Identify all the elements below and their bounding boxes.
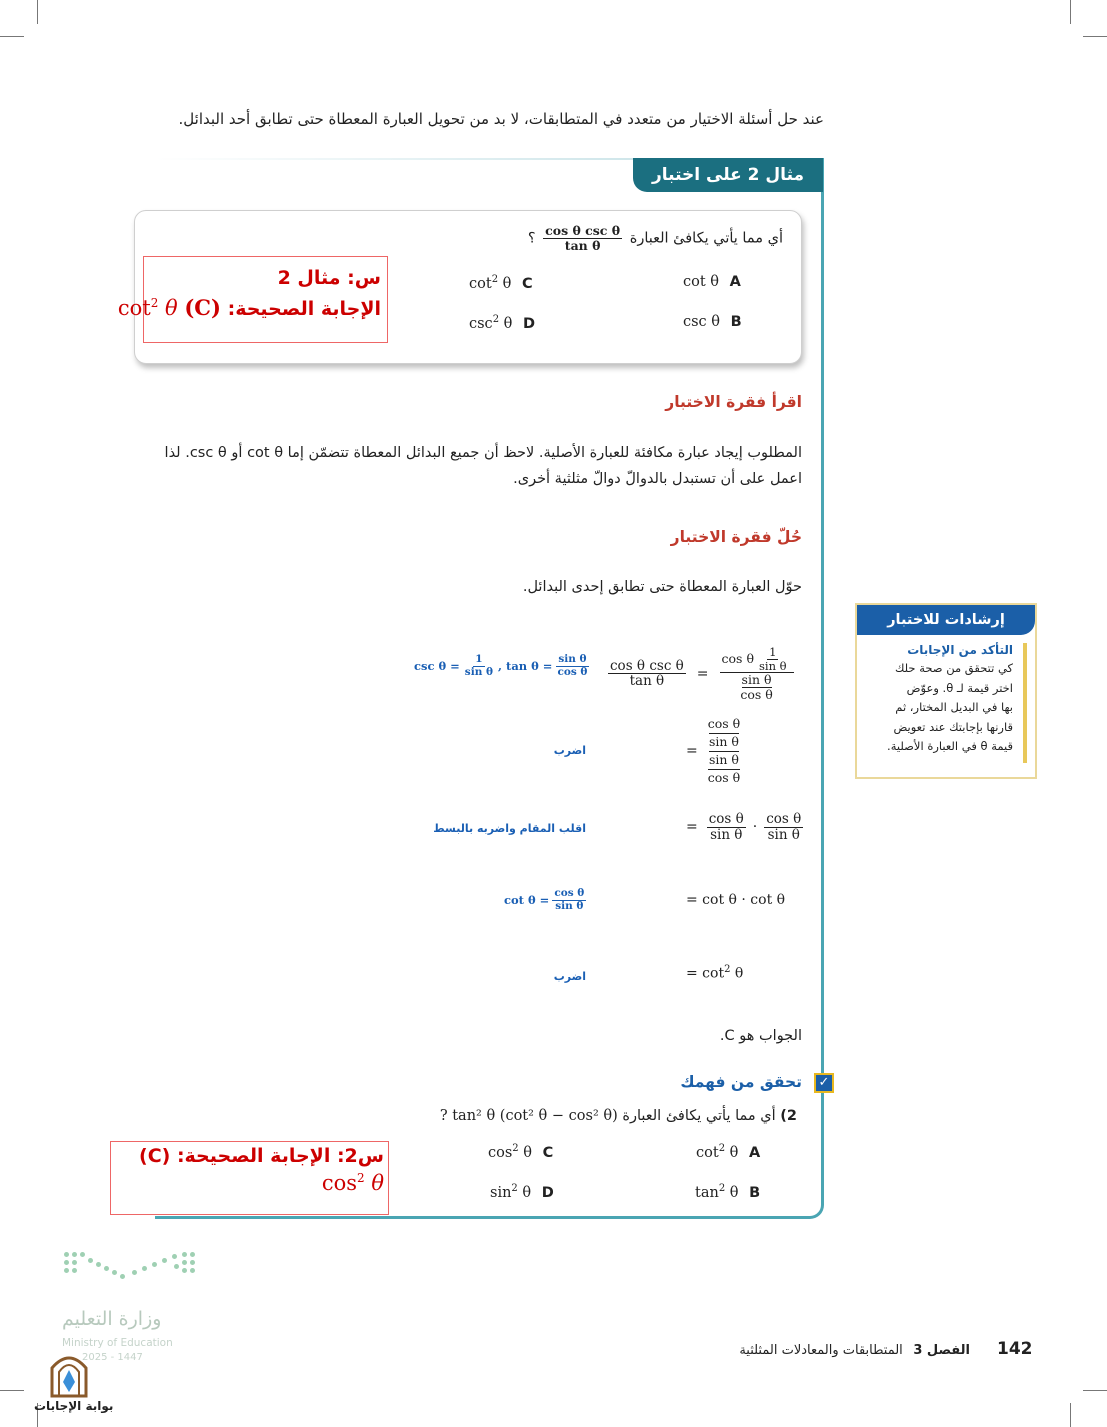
solve-paragraph: حوّل العبارة المعطاة حتى تطابق إحدى البدائل. bbox=[522, 579, 802, 595]
ministry-logo-dots bbox=[62, 1248, 202, 1288]
check-heading: تحقق من فهمك bbox=[680, 1073, 802, 1091]
question-2 bbox=[440, 1108, 797, 1124]
answer-2-line1: س2: الإجابة الصحيحة: (C) bbox=[139, 1145, 384, 1167]
sidebar-accent-bar bbox=[1023, 643, 1027, 763]
answer-box-2 bbox=[110, 1141, 389, 1215]
read-heading: اقرأ فقرة الاختبار bbox=[665, 393, 802, 411]
answer-1-line2: الإجابة الصحيحة: $\cot^2 \theta$ (C) bbox=[117, 295, 381, 320]
q2-option-c[interactable]: $\cos^2 \theta$ C bbox=[488, 1143, 554, 1161]
note-1: csc θ = $\frac{1}{\text{sin θ}}$ , tan θ = $\frac{\text{sin θ}}{\text{cos θ}}$ bbox=[414, 653, 588, 678]
question-2-expr: ? tan² θ (cot² θ − cos² θ) bbox=[439, 1108, 618, 1124]
q2-option-d[interactable]: $\sin^2 \theta$ D bbox=[490, 1183, 554, 1201]
note-3: اقلب المقام واضربه بالبسط bbox=[433, 822, 586, 835]
crop-mark bbox=[0, 1390, 24, 1391]
chapter-title: المتطابقات والمعادلات المثلثية bbox=[739, 1343, 903, 1358]
ministry-arabic: وزارة التعليم bbox=[62, 1308, 162, 1330]
solve-heading: حُلّ فقرة الاختبار bbox=[670, 528, 802, 546]
sidebar-title: إرشادات للاختبار bbox=[857, 605, 1035, 635]
note-2: اضرب bbox=[553, 744, 586, 757]
portal-name: بوابة الإجابات bbox=[34, 1399, 114, 1413]
fraction-denominator: tan θ bbox=[564, 237, 601, 253]
option-b[interactable]: csc θ B bbox=[683, 314, 742, 330]
step-4: = cot θ · cot θ bbox=[686, 892, 786, 908]
page-number: 142 bbox=[997, 1339, 1033, 1359]
portal-logo-icon bbox=[48, 1350, 90, 1398]
step-1: $\frac{\text{cos θ csc θ}}{\text{tan θ}}$ = cos θ $\frac{1}{\text{sin θ}}$ sin θ cos θ bbox=[605, 646, 797, 702]
crop-mark bbox=[1083, 1390, 1107, 1391]
crop-mark bbox=[1083, 36, 1107, 37]
question-fraction bbox=[543, 224, 622, 253]
answer-2-line2: $\cos^2 \theta$ bbox=[321, 1171, 384, 1195]
q2-option-b[interactable]: $\tan^2 \theta$ B bbox=[695, 1183, 761, 1201]
note-5: اضرب bbox=[553, 970, 586, 983]
ministry-year: 2025 - 1447 bbox=[82, 1352, 143, 1363]
q2-option-a[interactable]: $\cot^2 \theta$ A bbox=[696, 1143, 761, 1161]
crop-mark bbox=[1070, 1403, 1071, 1427]
step-1-left: $\frac{\text{cos θ csc θ}}{\text{tan θ}}$ bbox=[610, 657, 684, 690]
step-3: = $\frac{\text{cos θ}}{\text{sin θ}}$ · $\frac{\text{cos θ}}{\text{sin θ}}$ bbox=[686, 811, 802, 843]
crop-mark bbox=[0, 36, 24, 37]
step-5: = $\cot^2 \theta$ bbox=[686, 964, 744, 982]
chapter-footer bbox=[739, 1343, 970, 1358]
sidebar-body: كي تتحقق من صحة حلك اختر قيمة لـ θ. وعوّض بها في البديل المختار، ثم قارنها بإجابتك عند تعويض قيمة θ في العبارة الأصلية. bbox=[887, 661, 1013, 753]
test-tips-sidebar bbox=[855, 603, 1037, 779]
crop-mark bbox=[37, 0, 38, 24]
option-a[interactable]: cot θ A bbox=[683, 274, 741, 290]
example-tab: مثال 2 على اختبار bbox=[633, 158, 823, 192]
sidebar-subtitle: التأكد من الإجابات bbox=[907, 643, 1013, 657]
step-2: = cos θ sin θ sin θ cos θ bbox=[686, 716, 741, 785]
read-paragraph: المطلوب إيجاد عبارة مكافئة للعبارة الأصلية. لاحظ أن جميع البدائل المعطاة تتضمّن إما cot θ أو csc θ. لذا اعمل على أن تستبدل بالدوالّ دوالّ مثلثية أخرى. bbox=[164, 445, 802, 487]
answer-1-line1: س: مثال 2 bbox=[277, 267, 381, 289]
crop-mark bbox=[1070, 0, 1071, 24]
step-1-right: cos θ $\frac{1}{\text{sin θ}}$ sin θ cos θ bbox=[720, 646, 794, 702]
option-d[interactable]: $\csc^2 \theta$ D bbox=[469, 314, 536, 332]
question-prefix: أي مما يأتي يكافئ العبارة bbox=[629, 230, 783, 247]
option-c[interactable]: $\cot^2 \theta$ C bbox=[469, 274, 533, 292]
question-2-prefix: أي مما يأتي يكافئ العبارة bbox=[622, 1108, 776, 1124]
answer-is: الجواب هو C. bbox=[719, 1028, 802, 1044]
question-text bbox=[528, 224, 783, 253]
check-icon: ✓ bbox=[814, 1073, 834, 1093]
chapter-label: الفصل 3 bbox=[913, 1343, 970, 1358]
note-4: cot θ = $\frac{\text{cos θ}}{\text{sin θ}}$ bbox=[504, 887, 585, 912]
intro-text: عند حل أسئلة الاختيار من متعدد في المتطابقات، لا بد من تحويل العبارة المعطاة حتى تطابق أحد البدائل. bbox=[178, 110, 824, 128]
question-mark: ؟ bbox=[527, 230, 536, 247]
question-2-number: 2) bbox=[780, 1108, 797, 1124]
fraction-numerator: cos θ csc θ bbox=[545, 223, 621, 238]
answer-box-1 bbox=[117, 256, 388, 343]
ministry-english: Ministry of Education bbox=[62, 1337, 173, 1349]
